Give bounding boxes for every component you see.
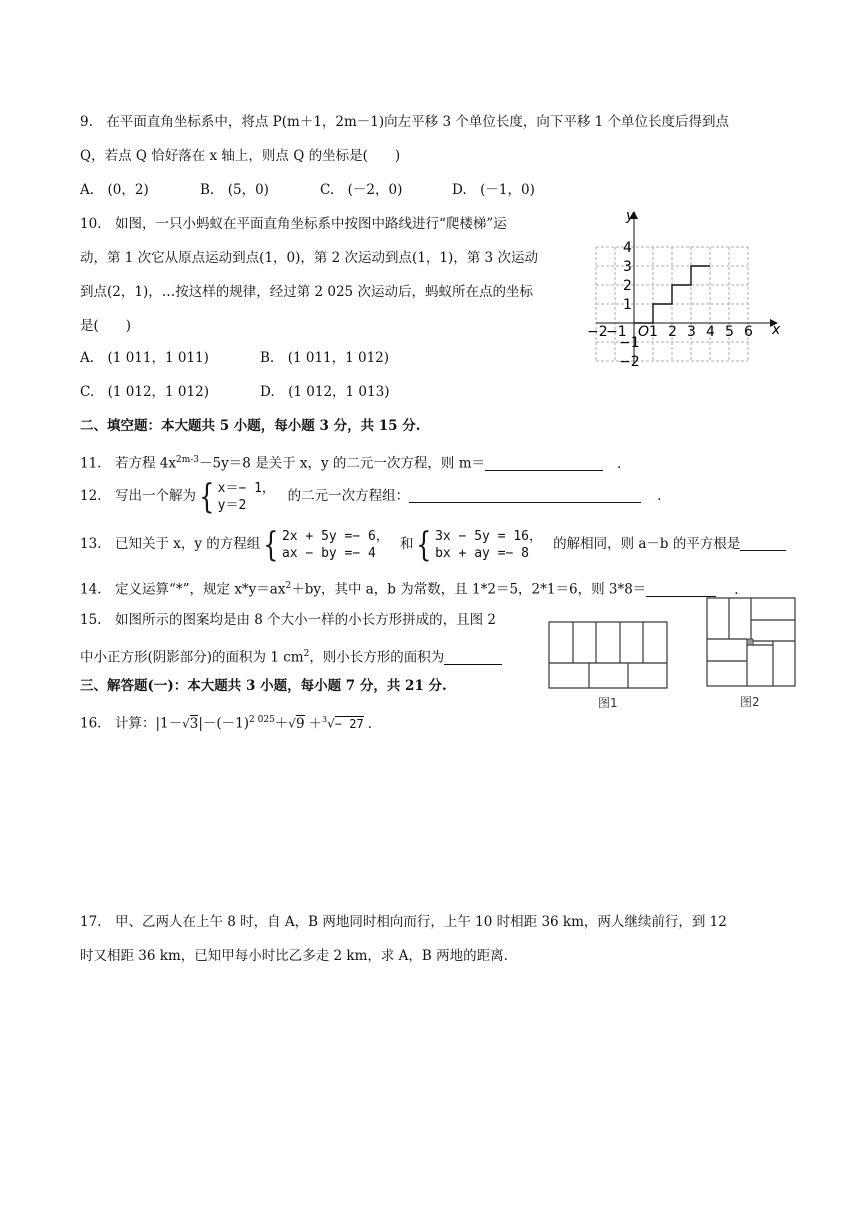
- q10-option-c[interactable]: C. (1 012，1 012): [80, 384, 209, 400]
- q16-pre: 16. 计算：|1－: [80, 715, 183, 732]
- shaded-square: [747, 639, 753, 645]
- q10-option-b[interactable]: B. (1 011，1 012): [260, 350, 390, 366]
- q14: [80, 576, 739, 600]
- q15-answer-blank[interactable]: [444, 649, 502, 665]
- q9-option-d[interactable]: D. (－1，0): [452, 182, 535, 198]
- q16-cbrt-index: 3: [322, 715, 328, 724]
- q14-pre: 14. 定义运算“*”，规定 x*y＝ax: [80, 581, 286, 598]
- sqrt-sign-icon: √: [182, 716, 190, 731]
- q10-line1: 10. 如图，一只小蚂蚁在平面直角坐标系中按图中路线进行“爬楼梯”运: [80, 216, 507, 232]
- q16-sqrt3: 3: [189, 715, 199, 732]
- q9-options: [80, 180, 535, 200]
- q13-answer-blank[interactable]: [740, 535, 786, 551]
- x-tick-label: 5: [725, 324, 734, 340]
- x-tick-label: 3: [687, 324, 696, 340]
- y-tick-label: 1: [623, 297, 632, 313]
- q9-line1: 9. 在平面直角坐标系中，将点 P(m＋1，2m－1)向左平移 3 个单位长度，向下平移 1 个单位长度后得到点: [80, 114, 730, 130]
- q12-post: 的二元一次方程组：: [287, 488, 410, 504]
- q15-line2-pre: 中小正方形(阴影部分)的面积为 1 cm: [80, 649, 304, 666]
- q11-exponent: 2m-3: [175, 455, 199, 465]
- q12-pre: 12. 写出一个解为: [80, 488, 196, 504]
- section3-title: 三、解答题(一)：本大题共 3 小题，每小题 7 分，共 21 分.: [80, 678, 447, 694]
- q10-option-d[interactable]: D. (1 012，1 013): [260, 384, 390, 400]
- q13-sys-a-eq2: ax − by =− 4: [281, 545, 376, 561]
- q16: [80, 710, 372, 734]
- graph-origin-label: O: [638, 324, 650, 340]
- q15-line2: [80, 644, 502, 668]
- q16-sqrt9: 9: [295, 715, 305, 732]
- q11: [80, 450, 621, 474]
- q16-mid2: ＋: [274, 715, 289, 732]
- q12: [80, 476, 661, 516]
- fig2-label: 图2: [740, 695, 760, 709]
- graph-x-label: x: [772, 322, 781, 338]
- q13-sys-b-eq2: bx + ay =− 8: [435, 545, 529, 561]
- x-tick-label: 4: [706, 324, 715, 340]
- q16-mid1: |－(－1): [198, 715, 250, 732]
- x-tick-label: −1: [606, 324, 627, 340]
- q13-mid: 和: [399, 536, 414, 552]
- q12-end: .: [657, 488, 662, 504]
- x-tick-label: 2: [668, 324, 677, 340]
- sqrt-sign-icon: √: [288, 716, 296, 731]
- q15-figure2: [704, 596, 800, 712]
- x-tick-label: 6: [744, 324, 753, 340]
- q16-exponent: 2 025: [249, 715, 275, 725]
- q17-line2: 时又相距 36 km，已知甲每小时比乙多走 2 km，求 A，B 两地的距离.: [80, 948, 508, 964]
- q13: [80, 524, 786, 564]
- q14-end: .: [734, 581, 739, 598]
- y-tick-label: 2: [623, 278, 632, 294]
- q9-option-c[interactable]: C. (－2，0): [320, 182, 403, 198]
- y-tick-label: 3: [623, 259, 632, 275]
- q10-line2: 动，第 1 次它从原点运动到点(1，0)，第 2 次运动到点(1，1)，第 3 次运动: [80, 250, 538, 266]
- q15-figure1: [546, 620, 670, 712]
- q11-answer-blank[interactable]: [485, 455, 603, 471]
- q12-eq1: x＝− 1，: [217, 480, 275, 496]
- q9-option-b[interactable]: B. (5，0): [200, 182, 269, 198]
- fig1-label: 图1: [598, 696, 618, 710]
- y-tick-label: −2: [619, 354, 640, 368]
- q16-mid3: ＋: [308, 715, 323, 732]
- q10-stair-graph: [586, 208, 786, 368]
- q9-option-a[interactable]: A. (0，2): [80, 182, 149, 198]
- q13-sys-a-eq1: 2x + 5y =− 6，: [281, 528, 389, 544]
- q11-post: －5y＝8 是关于 x，y 的二元一次方程，则 m＝: [199, 455, 486, 472]
- q10-options-row2: [80, 382, 389, 402]
- q13-brace-a: {: [263, 524, 279, 565]
- q12-answer-blank[interactable]: [409, 487, 641, 503]
- y-tick-label: −1: [619, 335, 640, 351]
- q12-brace: {: [199, 476, 215, 517]
- q10-options-row1: [80, 348, 389, 368]
- y-tick-label: 4: [623, 240, 632, 256]
- q13-post: 的解相同，则 a－b 的平方根是: [553, 536, 741, 552]
- q11-pre: 11. 若方程 4x: [80, 455, 176, 472]
- section2-title: 二、填空题：本大题共 5 小题，每小题 3 分，共 15 分.: [80, 418, 421, 434]
- q10-line4: 是( ): [80, 318, 132, 334]
- q11-end: .: [617, 455, 622, 472]
- q17-line1: 17. 甲、乙两人在上午 8 时，自 A，B 两地同时相向而行，上午 10 时相距 36 km，两人继续前行，到 12: [80, 914, 727, 930]
- q16-end: .: [367, 715, 372, 732]
- q13-pre: 13. 已知关于 x，y 的方程组: [80, 536, 261, 552]
- q14-post: ＋by，其中 a，b 为常数，且 1*2＝5，2*1＝6，则 3*8＝: [291, 581, 647, 598]
- q15-line2-post: ，则小长方形的面积为: [309, 649, 445, 666]
- q16-cbrt: − 27: [334, 716, 364, 731]
- graph-y-label: y: [626, 208, 635, 224]
- q10-line3: 到点(2，1)，…按这样的规律，经过第 2 025 次运动后，蚂蚁所在点的坐标: [80, 284, 533, 300]
- q14-answer-blank[interactable]: [646, 581, 716, 597]
- q14-exponent: 2: [285, 581, 292, 591]
- x-tick-label: 1: [649, 324, 658, 340]
- q10-option-a[interactable]: A. (1 011，1 011): [80, 350, 209, 366]
- q15-exponent: 2: [303, 649, 310, 659]
- q12-eq2: y＝2: [217, 497, 247, 513]
- q13-sys-b-eq1: 3x − 5y = 16，: [435, 528, 542, 544]
- cbrt-sign-icon: √: [327, 716, 335, 731]
- q15-line1: 15. 如图所示的图案均是由 8 个大小一样的小长方形拼成的，且图 2: [80, 612, 497, 628]
- x-tick-label: −2: [587, 324, 608, 340]
- q9-line2: Q，若点 Q 恰好落在 x 轴上，则点 Q 的坐标是( ): [80, 148, 401, 164]
- q13-brace-b: {: [416, 524, 432, 565]
